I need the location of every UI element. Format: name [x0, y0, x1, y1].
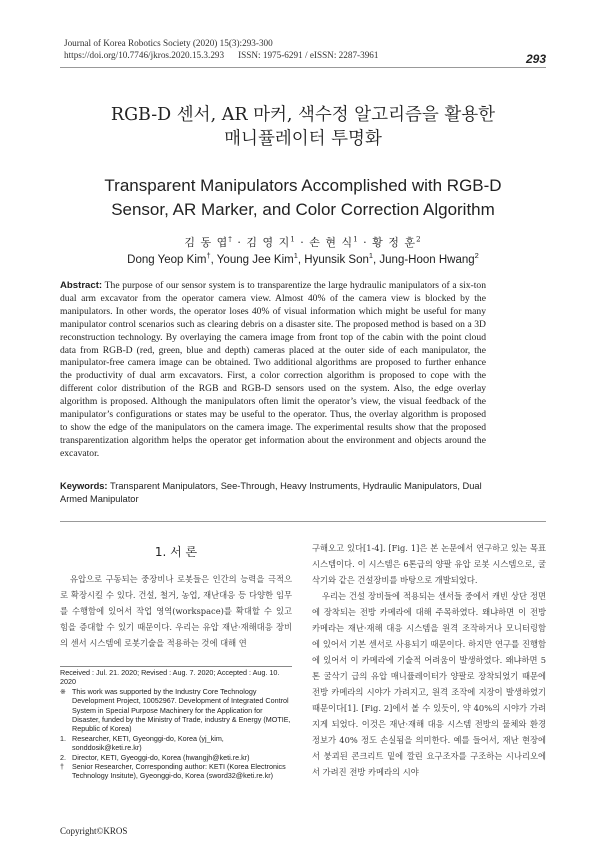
footnote-rule — [60, 666, 292, 667]
body-column-right — [312, 540, 546, 780]
keywords-text: Transparent Manipulators, See-Through, Heavy Instruments, Hydraulic Manipulators, Dual Armed Manipulator — [60, 481, 482, 504]
received-dates: Received : Jul. 21. 2020; Revised : Aug. 7. 2020; Accepted : Aug. 10. 2020 — [60, 668, 280, 687]
body-paragraph: 우리는 건설 장비들에 적용되는 센서들 중에서 캐빈 상단 정면에 장착되는 전방 카메라에 대해 주목하였다. 왜냐하면 이 전방 카메라는 재난·재해 대응 시스템을 원격 조작하거나 모니터링함에 있어서 기본 센서로 사용되기 때문이다. 하지만 연구를 진행함에 있어서 이 카메라에 기술적 어려움이 발생하였다. 왜냐하면 5톤 굴삭기 급의 유압 매니퓰레이터가 양팔로 장착되었기 때문에 전방 카메라의 시야가 가려지고, 원격 조작에 지장이 발생하였기 때문이다[1]. [Fig. 2]에서 볼 수 있듯이, 약 40%의 시야가 가려지게 되었다. 이것은 재난·재해 대응 시스템 전방의 물체와 환경정보가 40% 정도 손실됨을 의미한다. 예를 들어서, 재난 현장에서 붕괴된 콘크리트 밑에 깔린 요구조자를 구조하는 시나리오에서 가려진 전방 카메라의 시야 — [312, 591, 546, 777]
keywords — [60, 480, 486, 506]
footnote-item: † Senior Researcher, Corresponding author: KETI (Korea Electronics Technology Insitute), Gyeonggi-do, Korea (sword32@keti.re.kr) — [60, 762, 286, 781]
body-paragraph: 유압으로 구동되는 중장비나 로봇들은 인간의 능력을 극적으로 확장시킬 수 있다. 건설, 철거, 농업, 재난대응 등 다양한 임무를 수행함에 있어서 작업 영역(workspace)를 확대할 수 있고 힘을 증대할 수 있기 때문이다. 우리는 유압 재난·재해대응 장비의 센서 시스템에 로봇기술을 적용하는 것에 대해 연 — [60, 574, 292, 648]
abstract — [60, 280, 486, 461]
abstract-label: Abstract: — [60, 280, 103, 291]
page-number: 293 — [525, 52, 546, 66]
doi-link[interactable]: https://doi.org/10.7746/jkros.2020.15.3.293 — [64, 50, 225, 60]
title-korean — [60, 103, 546, 151]
footnote-item: 2. Director, KETI, Gyeoggi-do, Korea (hwangjh@keti.re.kr) — [60, 752, 250, 762]
footnote-item: 1. Researcher, KETI, Gyeonggi-do, Korea (yj_kim, sonddosik@keti.re.kr) — [60, 733, 224, 753]
authors-korean: 김 동 엽† · 김 영 지$^1$ · 손 현 식$^1$ · 황 정 훈$^2$ — [184, 234, 422, 249]
footnote-item: ※ This work was supported by the Industry Core Technology Development Project, 10052967. Development of Integrated Control System in Special Purpose Machinery for the Application for Disaster, funded by the Ministry of Trade, industry & Energy (MOTIE, Republic of Korea) — [60, 686, 291, 734]
header-rule — [60, 67, 546, 68]
title-english-line-2: Sensor, AR Marker, and Color Correction Algorithm — [111, 200, 495, 219]
title-korean-line-2: 매니퓰레이터 투명화 — [224, 129, 382, 149]
title-korean-line-1: RGB-D 센서, AR 마커, 색수정 알고리즘을 활용한 — [110, 105, 496, 125]
copyright: Copyright©KROS — [60, 826, 128, 836]
abstract-rule — [60, 521, 546, 522]
journal-citation: Journal of Korea Robotics Society (2020) 15(3):293-300 — [64, 38, 273, 48]
body-paragraph: 구해오고 있다[1-4]. [Fig. 1]은 본 논문에서 연구하고 있는 목표 시스템이다. 이 시스템은 6톤급의 양팔 유압 로봇 시스템으로, 굴삭기와 같은 건설장비를 바탕으로 개발되었다. — [312, 543, 546, 585]
authors-english: Dong Yeop Kim†, Young Jee Kim$^1$, Hyunsik Son$^1$, Jung-Hoon Hwang$^2$ — [127, 251, 479, 266]
keywords-label: Keywords: — [60, 481, 108, 491]
title-english-line-1: Transparent Manipulators Accomplished with RGB-D — [104, 176, 502, 195]
journal-header — [64, 37, 378, 61]
title-english — [60, 174, 546, 222]
abstract-text: The purpose of our sensor system is to transparentize the large hydraulic manipulators of a six-ton dual arm excavator from the operator camera view. Almost 40% of the camera view is blocked by the manipulators. In other words, the operator loses 40% of visual information which might be useful for many manipulator control scenarios such as clearing debris on a disaster site. The proposed method is based on a 3D reconstruction technology. By overlaying the camera image from front top of the cabin with the point cloud data from RGB-D (red, green, blue and depth) cameras placed at the outer side of each manipulator, the manipulator-free camera image can be obtained. Two additional algorithms are proposed to further enhance the productivity of dual arm excavators. First, a color correction algorithm is proposed to cope with the different color distribution of the RGB and RGB-D sensors used on the system. Also, the edge overlay algorithm is proposed. Although the manipulators often limit the operator’s view, the visual feedback of the manipulator’s configurations or states may be useful to the operator. Thus, the overlay algorithm is proposed to show the edge of the manipulators on the camera image. The experimental results show that the proposed transparentization algorithm helps the operator get information about the environment and objects around the excavator. — [60, 280, 486, 459]
issn: ISSN: 1975-6291 / eISSN: 2287-3961 — [238, 50, 379, 60]
section-heading: 1. 서 론 — [154, 545, 198, 559]
footnotes — [60, 668, 292, 781]
body-column-left — [60, 571, 292, 651]
